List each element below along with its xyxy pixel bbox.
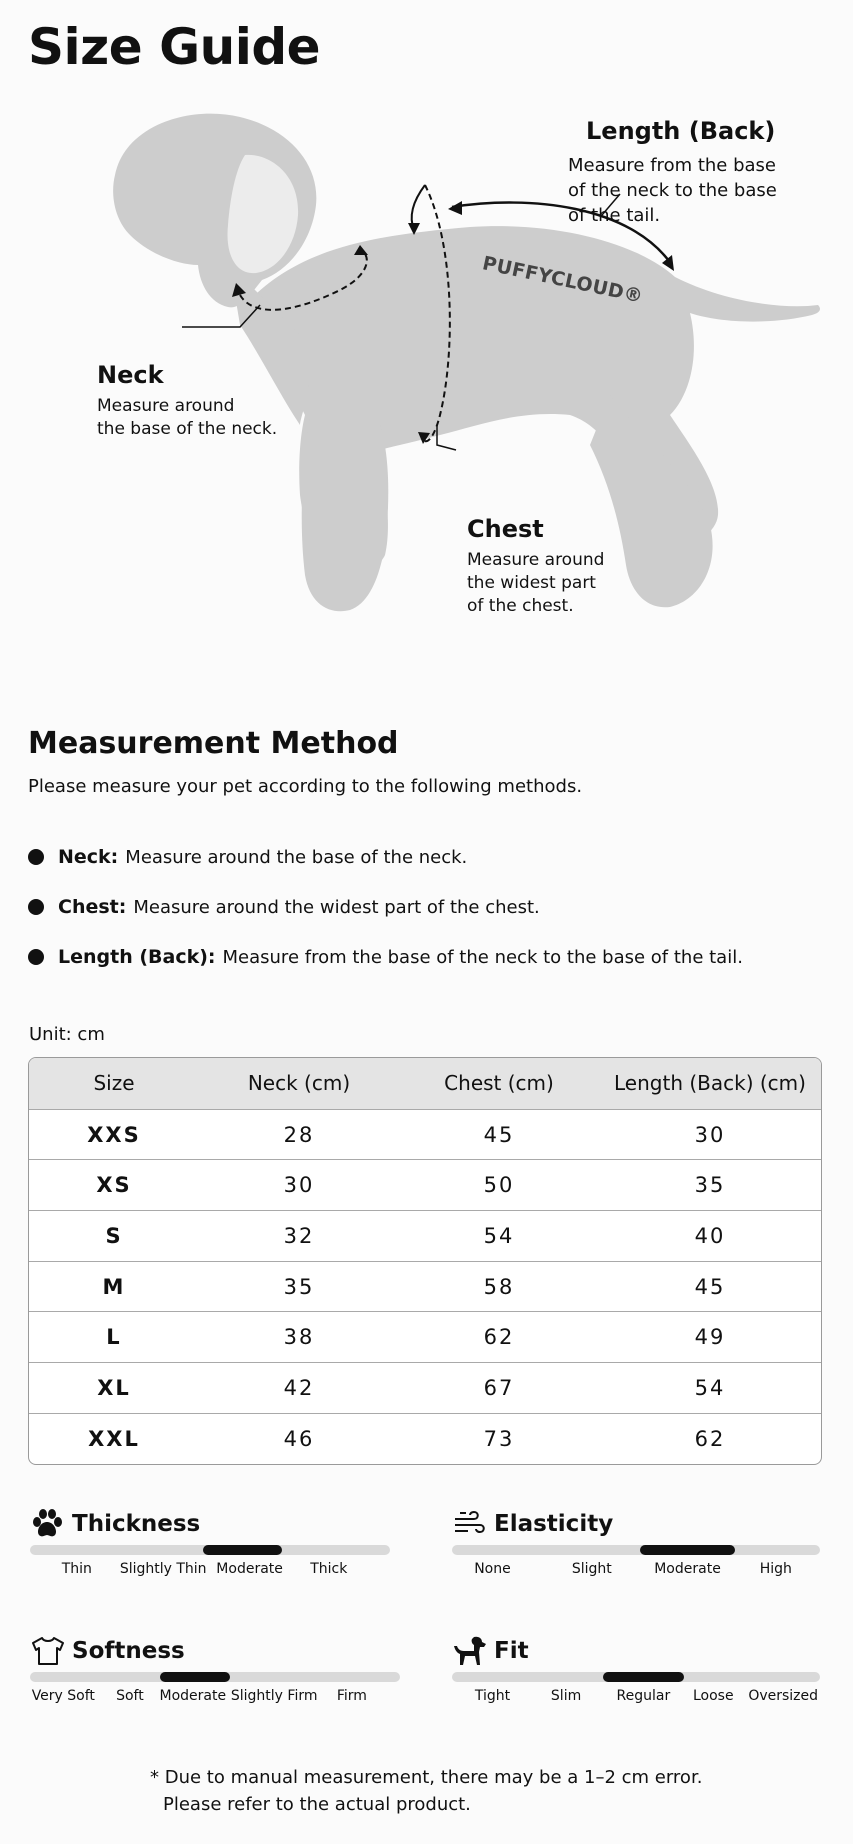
scale-label: Slim: [550, 1688, 582, 1704]
scale-label: High: [759, 1561, 792, 1577]
fit-labels: [452, 1688, 820, 1710]
dog-icon: [452, 1634, 492, 1668]
measurement-method-intro: Please measure your pet according to the following methods.: [28, 776, 583, 797]
table-row: [29, 1210, 821, 1261]
size-cell: XXS: [87, 1122, 141, 1147]
size-cell: L: [106, 1325, 122, 1350]
scale-label: Firm: [336, 1688, 367, 1704]
measurement-cell: 30: [694, 1122, 726, 1147]
method-term: Length (Back):: [58, 946, 216, 968]
measurement-cell: 35: [283, 1274, 315, 1299]
softness-scale: [30, 1672, 400, 1682]
paw-icon: [30, 1507, 70, 1541]
length-callout-line: of the tail.: [568, 205, 661, 226]
thickness-labels: [30, 1561, 390, 1583]
measurement-cell: 58: [483, 1274, 515, 1299]
method-term: Chest:: [58, 896, 127, 918]
scale-label: Moderate: [654, 1561, 721, 1577]
size-cell: XS: [96, 1173, 132, 1198]
wind-icon: [452, 1507, 492, 1541]
scale-label: Moderate: [216, 1561, 283, 1577]
measurement-cell: 28: [283, 1122, 315, 1147]
measurement-cell: 32: [283, 1223, 315, 1248]
scale-label: Slight: [571, 1561, 612, 1577]
column-header: Chest (cm): [444, 1071, 554, 1096]
length-callout-title: Length (Back): [586, 117, 776, 145]
scale-fill: [160, 1672, 230, 1682]
scale-label: Thin: [61, 1561, 92, 1577]
elasticity-attribute: [452, 1507, 820, 1583]
brand-logo: PUFFYCLOUD®: [480, 252, 645, 308]
measurement-cell: 45: [483, 1122, 515, 1147]
attribute-name: Elasticity: [494, 1511, 614, 1537]
measurement-cell: 40: [694, 1223, 726, 1248]
measurement-cell: 42: [283, 1375, 315, 1400]
chest-callout-line: Measure around: [467, 550, 605, 570]
softness-header: [30, 1634, 400, 1668]
disclaimer-note: [150, 1764, 702, 1818]
table-row: [29, 1362, 821, 1413]
measurement-cell: 35: [694, 1173, 726, 1198]
length-callout: [568, 117, 777, 228]
elasticity-labels: [452, 1561, 820, 1583]
measurement-cell: 73: [483, 1426, 515, 1451]
column-header: Neck (cm): [247, 1071, 351, 1096]
measurement-method-list: [28, 832, 743, 982]
bullet-icon: [28, 949, 44, 965]
method-item-chest: [28, 882, 743, 932]
bullet-icon: [28, 849, 44, 865]
chest-callout-line: of the chest.: [467, 596, 574, 616]
thickness-attribute: [30, 1507, 390, 1583]
dog-measurement-diagram: [0, 95, 853, 655]
chest-callout-title: Chest: [467, 515, 544, 543]
scale-label: Thick: [310, 1561, 348, 1577]
chest-callout: [467, 515, 604, 618]
thickness-scale: [30, 1545, 390, 1555]
scale-fill: [203, 1545, 282, 1555]
neck-callout: [97, 361, 277, 441]
scale-label: Regular: [616, 1688, 671, 1704]
method-item-neck: [28, 832, 743, 882]
unit-label: Unit: cm: [29, 1024, 105, 1045]
measurement-cell: 67: [483, 1375, 515, 1400]
scale-label: Soft: [116, 1688, 144, 1704]
softness-attribute: [30, 1634, 400, 1710]
bullet-icon: [28, 899, 44, 915]
neck-callout-line: the base of the neck.: [97, 419, 278, 439]
chest-callout-line: the widest part: [467, 573, 596, 593]
method-text: Measure around the base of the neck.: [125, 846, 468, 868]
method-term: Neck:: [58, 846, 119, 868]
disclaimer-line: Please refer to the actual product.: [163, 1794, 471, 1815]
scale-label: Very Soft: [31, 1688, 95, 1704]
table-header-row: [29, 1058, 821, 1109]
length-callout-line: Measure from the base: [568, 155, 777, 176]
measurement-cell: 38: [283, 1325, 315, 1350]
measurement-cell: 49: [694, 1325, 726, 1350]
fit-attribute: [452, 1634, 820, 1710]
measurement-cell: 46: [283, 1426, 315, 1451]
attribute-name: Thickness: [72, 1511, 201, 1537]
table-row: [29, 1413, 821, 1464]
page-title: Size Guide: [28, 18, 321, 76]
size-table: [28, 1057, 822, 1465]
scale-fill: [603, 1672, 684, 1682]
elasticity-header: [452, 1507, 820, 1541]
scale-label: Moderate: [159, 1688, 227, 1704]
size-cell: S: [105, 1223, 123, 1248]
measurement-method-title: Measurement Method: [28, 726, 399, 761]
scale-label: Slightly Firm: [230, 1688, 318, 1704]
method-item-length: [28, 932, 743, 982]
column-header: Size: [93, 1071, 135, 1096]
scale-label: Tight: [474, 1688, 511, 1704]
measurement-cell: 54: [483, 1223, 515, 1248]
neck-callout-line: Measure around: [97, 396, 235, 416]
scale-label: Oversized: [748, 1688, 819, 1704]
method-text: Measure from the base of the neck to the base of the tail.: [222, 946, 743, 968]
scale-label: None: [474, 1561, 511, 1577]
tshirt-icon: [30, 1634, 70, 1668]
measurement-cell: 54: [694, 1375, 726, 1400]
attribute-name: Softness: [72, 1638, 185, 1664]
fit-scale: [452, 1672, 820, 1682]
length-callout-line: of the neck to the base: [568, 180, 777, 201]
size-cell: XXL: [88, 1426, 140, 1451]
table-row: [29, 1109, 821, 1160]
measurement-cell: 62: [483, 1325, 515, 1350]
table-row: [29, 1311, 821, 1362]
size-cell: M: [102, 1274, 126, 1299]
method-text: Measure around the widest part of the chest.: [133, 896, 540, 918]
thickness-header: [30, 1507, 390, 1541]
scale-label: Loose: [692, 1688, 734, 1704]
scale-fill: [640, 1545, 736, 1555]
table-row: [29, 1261, 821, 1312]
softness-labels: [30, 1688, 400, 1710]
scale-label: Slightly Thin: [119, 1561, 207, 1577]
disclaimer-line: * Due to manual measurement, there may be a 1–2 cm error.: [150, 1767, 703, 1788]
fit-header: [452, 1634, 820, 1668]
measurement-cell: 50: [483, 1173, 515, 1198]
table-row: [29, 1159, 821, 1210]
attribute-name: Fit: [494, 1638, 529, 1664]
column-header: Length (Back) (cm): [614, 1071, 806, 1096]
measurement-cell: 45: [694, 1274, 726, 1299]
measurement-cell: 62: [694, 1426, 726, 1451]
measurement-cell: 30: [283, 1173, 315, 1198]
elasticity-scale: [452, 1545, 820, 1555]
neck-callout-title: Neck: [97, 361, 164, 389]
size-cell: XL: [97, 1375, 131, 1400]
